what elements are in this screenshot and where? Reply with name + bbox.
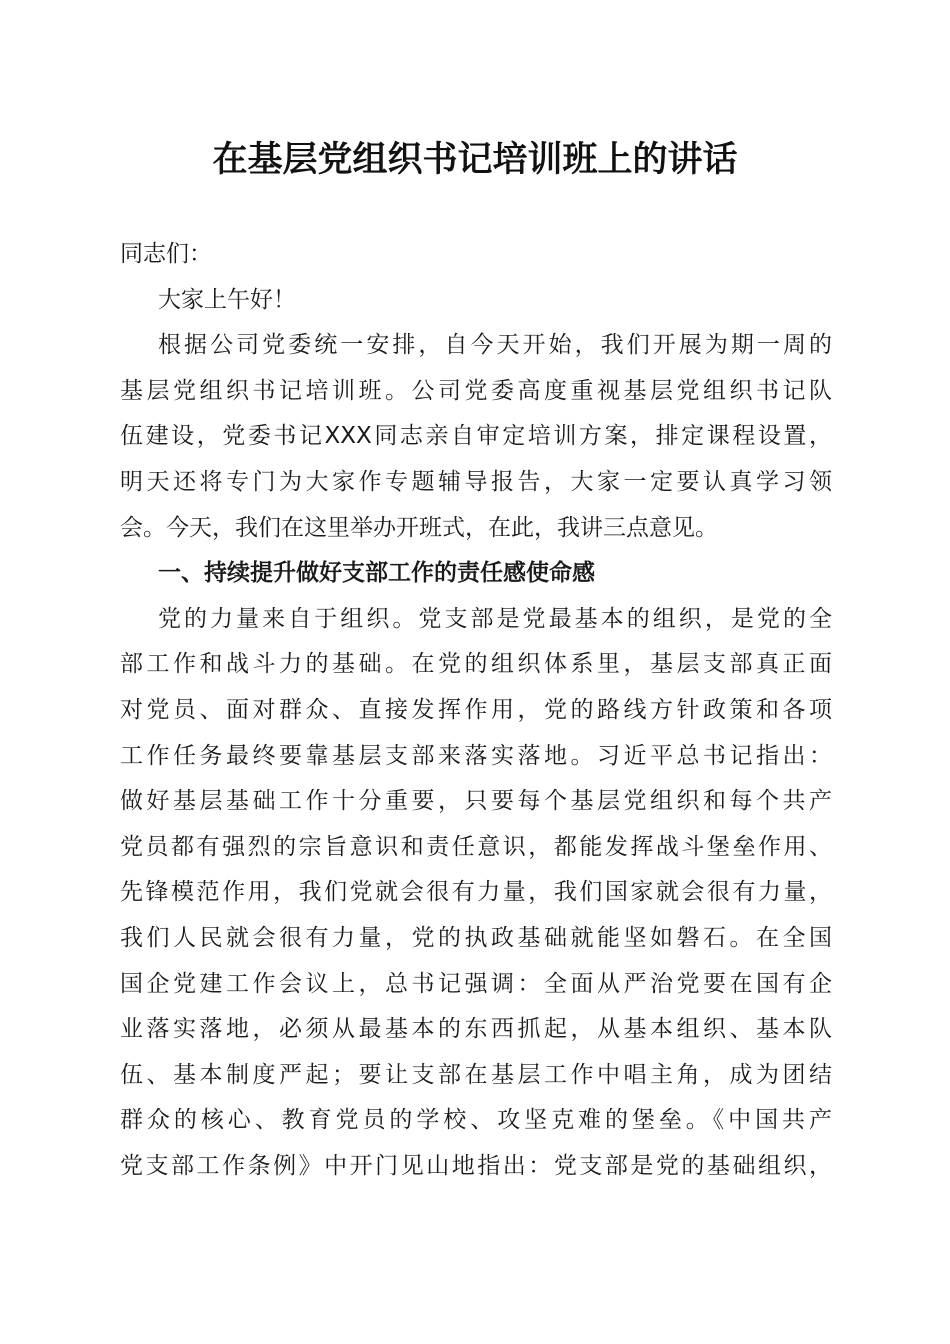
paragraph-line: 工作任务最终要靠基层支部来落实落地。习近平总书记指出： <box>120 742 832 769</box>
paragraph-line: 根据公司党委统一安排，自今天开始，我们开展为期一周的 <box>158 332 832 359</box>
paragraph-line: 党支部工作条例》中开门见山地指出：党支部是党的基础组织， <box>120 1152 832 1179</box>
paragraph-line: 会。今天，我们在这里举办开班式，在此，我讲三点意见。 <box>120 514 718 541</box>
paragraph-line: 国企党建工作会议上，总书记强调：全面从严治党要在国有企 <box>120 970 832 997</box>
paragraph-line: 基层党组织书记培训班。公司党委高度重视基层党组织书记队 <box>120 377 832 404</box>
paragraph-line: 伍建设，党委书记XXX同志亲自审定培训方案，排定课程设置， <box>120 423 832 450</box>
paragraph-line: 先锋模范作用，我们党就会很有力量，我们国家就会很有力量， <box>120 879 832 906</box>
greeting: 大家上午好！ <box>158 286 296 313</box>
paragraph-line: 群众的核心、教育党员的学校、攻坚克难的堡垒。《中国共产 <box>120 1107 832 1134</box>
paragraph-line: 明天还将专门为大家作专题辅导报告，大家一定要认真学习领 <box>120 468 832 495</box>
paragraph-line: 做好基层基础工作十分重要，只要每个基层党组织和每个共产 <box>120 788 832 815</box>
document-title: 在基层党组织书记培训班上的讲话 <box>212 139 738 180</box>
document-body <box>120 232 832 1189</box>
salutation: 同志们： <box>120 241 212 267</box>
paragraph-line: 伍、基本制度严起；要让支部在基层工作中唱主角，成为团结 <box>120 1061 832 1088</box>
paragraph-line: 党的力量来自于组织。党支部是党最基本的组织，是党的全 <box>158 605 832 632</box>
paragraph-line: 对党员、面对群众、直接发挥作用，党的路线方针政策和各项 <box>120 696 832 723</box>
paragraph-line: 业落实落地，必须从最基本的东西抓起，从基本组织、基本队 <box>120 1016 832 1043</box>
paragraph-line: 党员都有强烈的宗旨意识和责任意识，都能发挥战斗堡垒作用、 <box>120 833 832 860</box>
paragraph-line: 我们人民就会很有力量，党的执政基础就能坚如磐石。在全国 <box>120 924 832 951</box>
paragraph-line: 部工作和战斗力的基础。在党的组织体系里，基层支部真正面 <box>120 651 832 678</box>
section-heading: 一、持续提升做好支部工作的责任感使命感 <box>158 560 595 587</box>
